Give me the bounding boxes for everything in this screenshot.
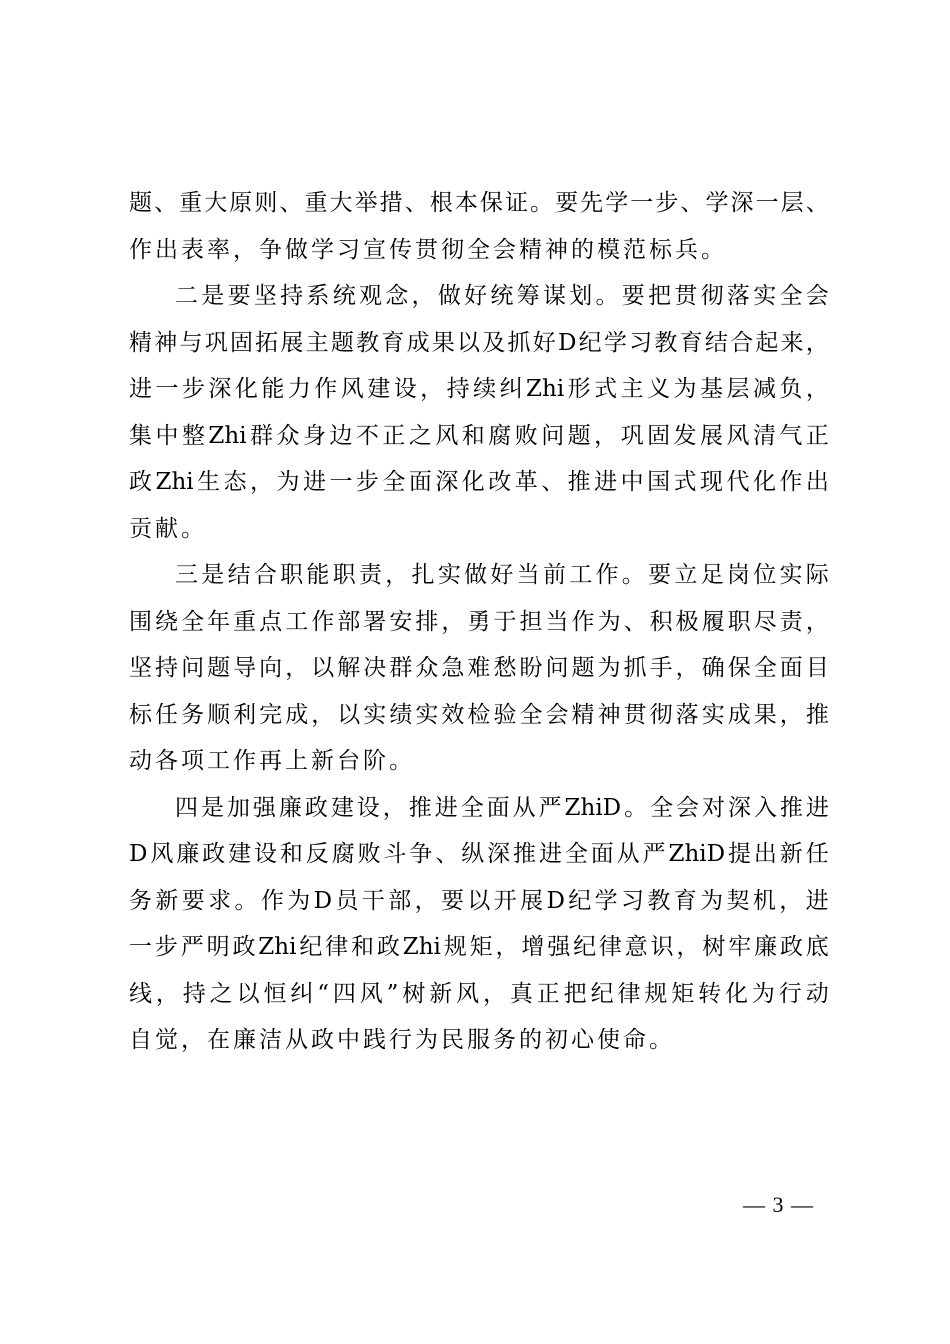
- page-number: — 3 —: [743, 1192, 814, 1217]
- text-line: 题 、 重 大 原 则 、 重 大 举 措 、 根 本 保 证 。 要 先 学 一 步 、 学 深 一 层 、: [129, 190, 829, 216]
- text-line: 作出表率，争做学习宣传贯彻全会精神的模范标兵。: [129, 236, 727, 263]
- text-line: 政 Zhi 生 态 ， 为 进 一 步 全 面 深 化 改 革 、 推 进 中 国 式 现 代 化 作 出: [129, 469, 829, 495]
- text-line: 围 绕 全 年 重 点 工 作 部 署 安 排 ， 勇 于 担 当 作 为 、 积 极 履 职 尽 责 ，: [129, 608, 829, 635]
- body-text: [129, 180, 829, 1064]
- text-line: 进 一 步 深 化 能 力 作 风 建 设 ， 持 续 纠 Zhi 形 式 主 义 为 基 层 减 负 ，: [129, 376, 829, 402]
- text-line: 一 步 严 明 政 Zhi 纪 律 和 政 Zhi 规 矩 ， 增 强 纪 律 意 识 ， 树 牢 廉 政 底: [129, 934, 829, 960]
- text-line: 自觉，在廉洁从政中践行为民服务的初心使命。: [129, 1027, 675, 1053]
- text-line: 务 新 要 求 。 作 为 D 员 干 部 ， 要 以 开 展 D 纪 学 习 教 育 为 契 机 ， 进: [129, 887, 829, 914]
- text-line: 动各项工作再上新台阶。: [129, 748, 415, 774]
- text-line: D 风 廉 政 建 设 和 反 腐 败 斗 争 、 纵 深 推 进 全 面 从 严 ZhiD 提 出 新 任: [129, 841, 829, 867]
- text-line: 标 任 务 顺 利 完 成 ， 以 实 绩 实 效 检 验 全 会 精 神 贯 彻 落 实 成 果 ， 推: [129, 701, 829, 728]
- text-line: 坚 持 问 题 导 向 ， 以 解 决 群 众 急 难 愁 盼 问 题 为 抓 手 ， 确 保 全 面 目: [129, 655, 829, 681]
- text-line: 线 ， 持 之 以 恒 纠 “ 四 风 ” 树 新 风 ， 真 正 把 纪 律 规 矩 转 化 为 行 动: [129, 980, 829, 1007]
- text-line: 集 中 整 Zhi 群 众 身 边 不 正 之 风 和 腐 败 问 题 ， 巩 固 发 展 风 清 气 正: [129, 422, 829, 449]
- text-line: 二 是 要 坚 持 系 统 观 念 ， 做 好 统 筹 谋 划 。 要 把 贯 彻 落 实 全 会: [175, 283, 829, 309]
- text-line: 三 是 结 合 职 能 职 责 ， 扎 实 做 好 当 前 工 作 。 要 立 足 岗 位 实 际: [175, 562, 829, 588]
- text-line: 贡献。: [129, 515, 207, 542]
- text-line: 四 是 加 强 廉 政 建 设 ， 推 进 全 面 从 严 ZhiD 。 全 会 对 深 入 推 进: [175, 794, 829, 821]
- text-line: 精 神 与 巩 固 拓 展 主 题 教 育 成 果 以 及 抓 好 D 纪 学 习 教 育 结 合 起 来 ，: [129, 329, 829, 356]
